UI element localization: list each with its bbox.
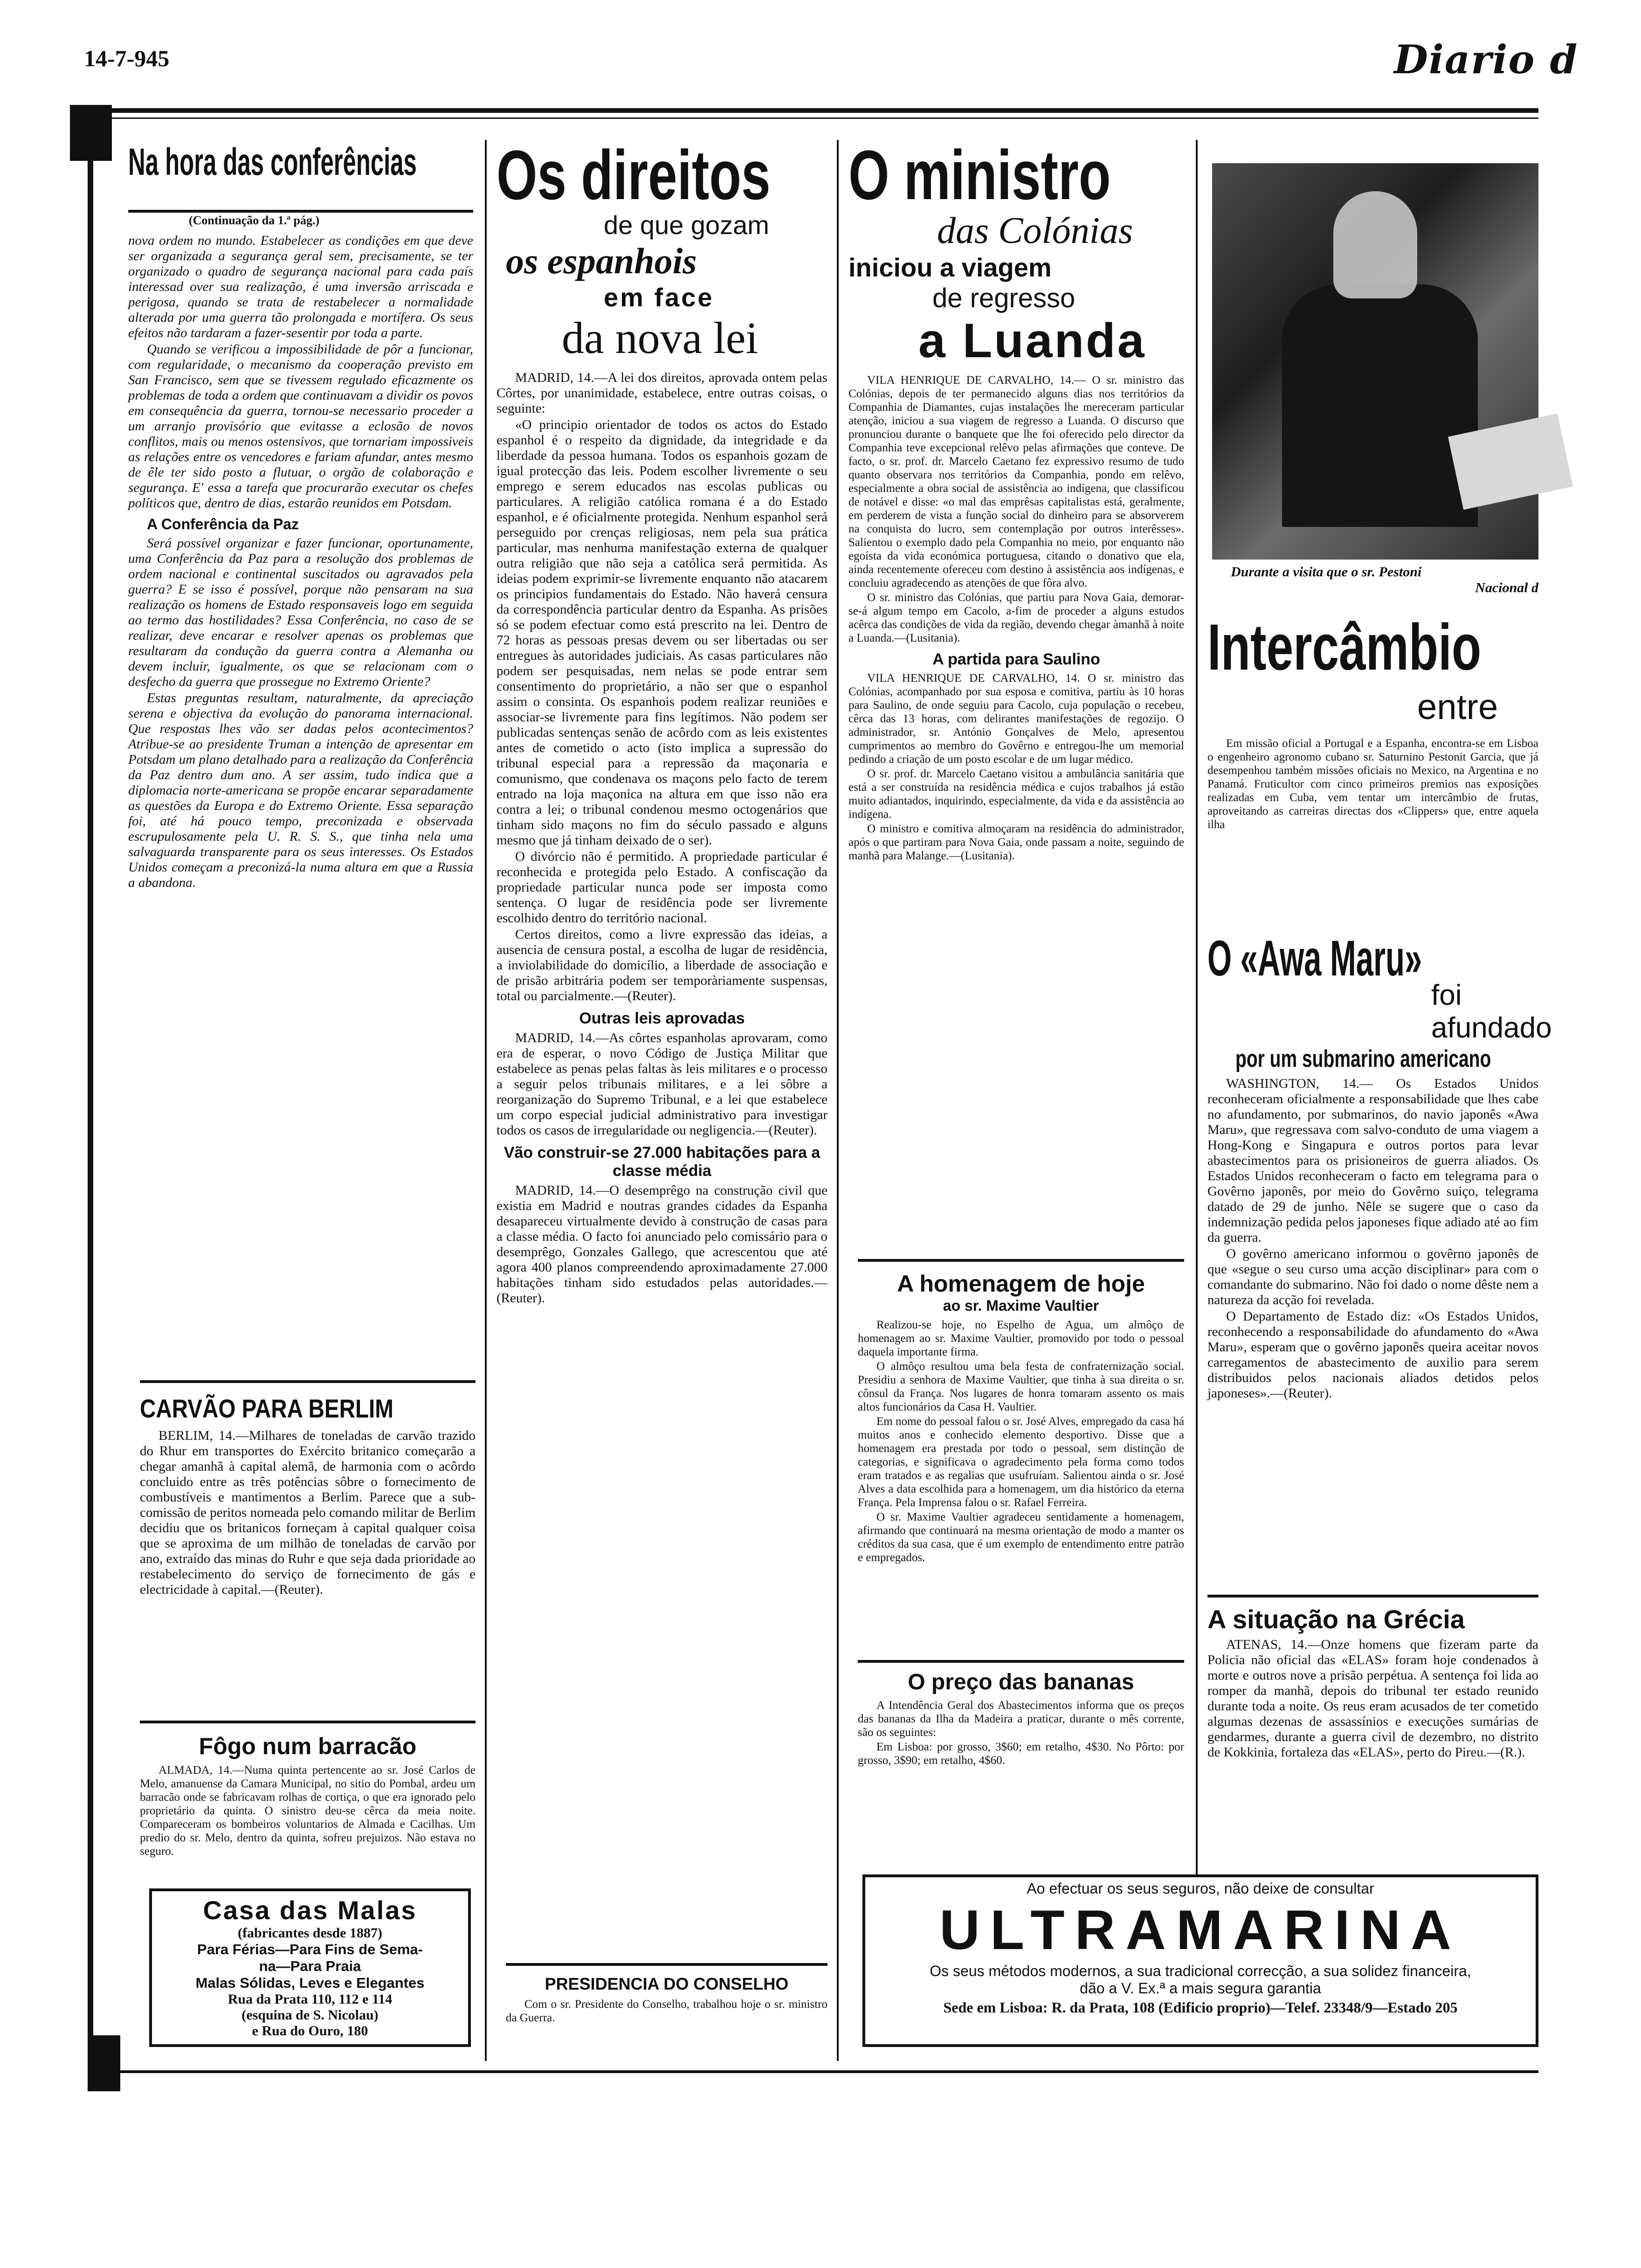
paragraph: MADRID, 14.—O desemprêgo na construção civil que existia em Madrid e noutras grandes cidades da Espanha desapareceu virtualmente devido à construção de casas para a classe média. O facto foi anunciado pelo comissário para o desemprêgo, Gonzales Gallego, que acrescentou que até agora 400 planos compreendendo aproximadamente 27.000 habitações tinham sido estudados pelas autoridades.—(Reuter). [496,1183,827,1306]
article-body [1207,1076,1538,1401]
headline: em face [604,283,714,312]
paragraph: VILA HENRIQUE DE CARVALHO, 14.— O sr. ministro das Colónias, depois de ter permanecido alguns dias nos territórios da Companhia de Diamantes, cujas instalações lhe mereceram particular atenção, iniciou a sua viagem de regresso a Luanda. O discurso que pronunciou durante o banquete que lhe foi oferecido pelo director da Companhia teve excepcional relêvo pelas afirmações que conteve. De facto, o sr. prof. dr. Marcelo Caetano fez expressivo resumo de tudo quanto observara nos territórios da Companhia, pondo em relêvo, especialmente a obra social de assistência ao indígena, que classificou de notável e disse: «o mal das emprêsas capitalistas está, geralmente, em perderem de vista a função social do dinheiro para se absorverem na conquista do lucro, sem contemplação por outros interêsses». Salientou o exemplo dado pela Companhia no meio, por enquanto não egoísta da vida económica portuguesa, citando o donativo que ela, ainda recentemente ofereceu com destino à assistência aos indígenas, e concluiu agradecendo as atenções de que fôra alvo. [848,374,1184,589]
article-body [848,373,1184,863]
caption-line: Nacional d [1475,580,1538,595]
paragraph: O Departamento de Estado diz: «Os Estados Unidos, reconhecendo a responsabilidade do afundamento do «Awa Maru», esperam que o govêrno japonês queira aceitar novos carregamentos de abastecimento de auxilio para serem distribuidos pelos nacionais aliados detidos pelos japoneses».—(Reuter). [1207,1309,1538,1401]
article-title: Fôgo num barracão [199,1733,417,1759]
article-grecia [1207,1595,1538,1870]
ad-line: Malas Sólidas, Leves e Elegantes [195,1975,425,1991]
article-homenagem [858,1259,1184,1655]
ad-brand: Casa das Malas [203,1895,417,1925]
column-conferencias [128,140,473,1422]
article-body [140,1428,476,1597]
subheading: Vão construir-se 27.000 habitações para a classe média [503,1144,820,1180]
column-rule [485,140,487,2061]
article-title: A situação na Grécia [1207,1604,1465,1634]
margin-block-bottom [88,2035,120,2091]
article-bananas [858,1660,1184,1856]
paragraph: Será possível organizar e fazer funcionar, oportunamente, uma Conferência da Paz para a resolução dos problemas de ordem nacional e continental suscitados ou agravados pela guerra? E se isso é possível, porque não pensaram na sua realização os homens de Estado responsaveis logo em seguida ao termo das hostilidades? Essa Conferência, no caso de se realizar, deve encarar e resolver apenas os problemas que resultaram da condução da guerra contra a Alemanha ou devem incluir, igualmente, os que se relacionam com o desfecho da guerra que prossegue no Extremo Oriente? [128,536,473,689]
headline: de regresso [932,283,1076,313]
paragraph: O sr. Maxime Vaultier agradeceu sentidamente a homenagem, afirmando que continuará na mesma orientação de modo a manter os créditos da sua casa, que é um exemplo de entendimento entre patrão e empregados. [858,1511,1184,1564]
article-body [1207,1637,1538,1760]
paragraph: A Intendência Geral dos Abastecimentos informa que os preços das bananas da Ilha da Madeira a praticar, durante o mês corrente, são os seguintes: [858,1699,1184,1739]
article-title: Na hora das conferências [128,141,417,183]
margin-line [88,161,93,2049]
margin-block-top [70,105,112,161]
headline: Os direitos [496,136,771,214]
paragraph: Em nome do pessoal falou o sr. José Alves, empregado da casa há muitos anos e conhecido elemento desportivo. Disse que a homenagem era prestada por todo o pessoal, sem distinção de categorias, e significava o agradecimento pela forma como todos eram tratados e as regalias que usufruíam. Salientou ainda o sr. José Alves a data escolhida para a homenagem, um dia histórico da eterna França. Pela Imprensa falou o sr. Rafael Ferreira. [858,1415,1184,1509]
paragraph: O sr. ministro das Colónias, que partiu para Nova Gaia, demorar-se-á algum tempo em Cacolo, a-fim de proceder a alguns estudos acêrca das condições de vida da região, devendo chegar àmanhã à noite a Luanda.—(Lusitania). [848,591,1184,644]
ad-line: (fabricantes desde 1887) [238,1925,382,1941]
column-ministro [848,135,1184,1217]
article-awa-maru [1207,928,1552,1585]
photo-caption [1231,564,1538,596]
ad-line: dão a V. Ex.ª a mais segura garantia [1080,1980,1321,1997]
headline: entre [1417,687,1498,727]
paragraph: O govêrno americano informou o govêrno japonês de que «segue o seu curso uma acção disciplinar» para com o comandante do submarino. Não foi dado o nome dêste nem a natureza da acção foi revelada. [1207,1246,1538,1307]
masthead: Diario d [1394,36,1579,83]
paragraph: Com o sr. Presidente do Conselho, trabalhou hoje o sr. ministro da Guerra. [506,1998,827,2024]
headline: iniciou a viagem [848,253,1052,282]
ad-line: Ao efectuar os seus seguros, não deixe de consultar [1027,1880,1374,1897]
subheading: A Conferência da Paz [147,516,299,532]
ad-line: Os seus métodos modernos, a sua tradicional correcção, a sua solidez financeira, [930,1963,1471,1979]
column-direitos [496,135,827,2061]
article-intercambio [1207,606,1538,923]
paragraph: «O principio orientador de todos os actos do Estado espanhol é o respeito da dignidade, da integridade e da liberdade da pessoa humana. Todos os espanhois gozam de igual protecção das leis. Podem escolher livremente o seu emprego e serem educados nas escolas publicas ou particulares. A religião católica romana é a do Estado espanhol, e é oficialmente protegida. Nenhum espanhol será perseguido por crenças religiosas, nem pela sua prática particular, mas nenhuma manifestação externa de qualquer outra religião que não seja a católica será permitida. As ideias podem exprimir-se livremente enquanto não atacarem os principios fundamentais do Estado. Não haverá censura da correspondência particular dentro da Espanha. As prisões só se podem efectuar como está prescrito na lei. Dentro de 72 horas as pessoas presas devem ou ser libertadas ou ser entregues às autoridades judiciais. As casas particulares não podem ser pesquisadas, nem nelas se pode entrar sem consentimento do proprietário, a não ser que o espanhol assim o consinta. Os espanhois podem realizar reuniões e associar-se livremente para fins legítimos. Não podem ser publicadas sentenças senão de acôrdo com as leis existentes antes de cometido o acto (isto implica a supressão do tribunal especial para a repressão da maçonaria e comunismo, que condenava os maçons pelo facto de terem entrado na loja maçonica na altura em que isso não era contra a lei; o tribunal condenou mesmo octogenários que tinham sido maçons no fim do século passado e alguns mesmo que já tinham deixado de o ser). [496,417,827,848]
paragraph: ATENAS, 14.—Onze homens que fizeram parte da Policia não oficial das «ELAS» foram hoje condenados à morte e outros nove a prisão perpétua. A sentença foi lida ao romper da manhã, depois do tribunal ter estado reunido durante toda a noite. Os reus eram acusados de ter cometido algumas dezenas de assassínios e execuções sumárias de gendarmes, durante a guerra civil de dezembro, no distrito de Kokkinia, fortaleza das «ELAS», perto do Pireu.—(R.). [1207,1637,1538,1760]
article-carvao [140,1380,476,1716]
headline: por um submarino americano [1235,1045,1491,1072]
paragraph: Realizou-se hoje, no Espelho de Agua, um almôço de homenagem ao sr. Maxime Vaultier, promovido por todo o pessoal daquela importante firma. [858,1319,1184,1358]
ad-line: Rua da Prata 110, 112 e 114 [228,1991,393,2007]
paragraph: WASHINGTON, 14.— Os Estados Unidos reconheceram oficialmente a responsabilidade que lhes cabe no afundamento, por submarinos, do navio japonês «Awa Maru», que regressava com salvo-conduto de uma viagem a Hong-Kong e Singapura e outros portos para levar abastecimentos para os prisioneiros de guerra aliados. Os Estados Unidos reconheceram o facto em telegrama para o Govêrno japonês, por meio do Govêrno suiço, telegrama datado de 29 de junho. Nêle se sugere que o caso da indemnização pedida pelos japoneses fique adiado até ao fim da guerra. [1207,1076,1538,1245]
column-rule [837,140,839,2061]
continuation-note: (Continuação da 1.ª pág.) [189,214,320,227]
article-body [496,370,827,1306]
paragraph: O divórcio não é permitido. A propriedade particular é reconhecida e protegida pelo Estado. A confiscação da propriedade particular nunca pode ser imposta como sentença. O lugar de residência pode ser livremente escolhido dentro do território nacional. [496,849,827,926]
article-body [128,233,473,892]
article-title: O preço das bananas [908,1670,1134,1694]
caption-line: Durante a visita que o sr. Pestoni [1231,564,1422,580]
paragraph: O sr. prof. dr. Marcelo Caetano visitou a ambulância sanitária que está a ser construída na residência médica e cujos trabalhos já estão muito adiantados, inquirindo, especialmente, da vida e da assistência ao indígena. [848,768,1184,821]
column-rule [1196,140,1198,1874]
paragraph: Em missão oficial a Portugal e a Espanha, encontra-se em Lisboa o engenheiro agronomo cubano sr. Saturnino Pestonit Garcia, que já desempenhou também missões oficiais no Mexico, na Argentina e no Panamá. Fruticultor com cinco primeiros premios nas exposições realizadas em Cuba, vem tentar um intercâmbio de frutas, aproveitando as carreiras directas dos «Clippers» que, entre aquela ilha [1207,737,1538,831]
headline: a Luanda [918,314,1146,368]
article-title: A homenagem de hoje [897,1271,1145,1297]
paragraph: O almôço resultou uma bela festa de confraternização social. Presidiu a senhora de Maxime Vaultier, que tinha à sua direita o sr. cônsul da França. Nos lugares de honra tomaram assento os mais altos funcionários da Casa H. Vaultier. [858,1360,1184,1413]
article-body [858,1699,1184,1767]
paragraph: MADRID, 14.—As côrtes espanholas aprovaram, como era de esperar, o novo Código de Justiça Militar que estabelece as penas pelas faltas às leis militares e o processo a seguir pelos tribunais militares, e a lei sôbre a reorganização do Supremo Tribunal, e a lei que estabelece um corpo especial judicial administrativo para investigar todos os casos de irregularidade ou negligencia.—(Reuter). [496,1030,827,1138]
headline: os espanhois [506,241,697,281]
paragraph: VILA HENRIQUE DE CARVALHO, 14. O sr. ministro das Colónias, acompanhado por sua esposa e comitiva, partiu às 10 horas para Saulino, de onde seguiu para Cacolo, cuja população o recebeu, cêrca das 13 horas, com delirantes manifestações de regozijo. O administrador, sr. António Gonçalves de Melo, apresentou cumprimentos ao membro do Govêrno e entregou-lhe um memorial pedindo a criação de um posto escolar e de um lugar médico. [848,672,1184,766]
subheading: Outras leis aprovadas [579,1010,745,1027]
paragraph: ALMADA, 14.—Numa quinta pertencente ao sr. José Carlos de Melo, amanuense da Camara Municipal, no sitio do Pombal, ardeu um barracão onde se fabricavam rolhas de cortiça, o que era ignorado pelo proprietário da quinta. O sinistro deu-se cêrca da meia noite. Compareceram os bombeiros voluntarios de Almada e Cacilhas. Um predio do sr. Melo, dentro da quinta, sofreu prejuizos. Não estava no seguro. [140,1764,476,1858]
subheading: A partida para Saulino [932,650,1100,668]
headline: de que gozam [604,210,769,240]
ad-line: (esquina de S. Nicolau) [241,2007,379,2023]
paragraph: nova ordem no mundo. Estabelecer as condições em que deve ser organizada a segurança geral sem, precisamente, se ter organizado o quadro de segurança nacional para cada país interessad over sua realização, é uma inversão arriscada e perigosa, quando se trata de restabelecer a normalidade alterada por uma guerra tão prolongada e mortífera. Os seus efeitos não tardaram a fazer-sesentir por toda a parte. [128,233,473,340]
paragraph: BERLIM, 14.—Milhares de toneladas de carvão trazido do Rhur em transportes do Exército britanico começarão a chegar amanhã à capital alemã, de harmonia com o acôrdo concluido entre as três potências sôbre o fornecimento de combustíveis e mantimentos a Berlim. Parece que a sub-comissão de peritos nomeada pelo comando militar de Berlim decidiu que os britanicos forneçam à capital qualquer coisa que se aproxima de um milhão de toneladas de carvão por ano, extraído das minas do Ruhr e que seja dada prioridade ao restabelecimento do serviço de fornecimento de gás e electricidade à capital.—(Reuter). [140,1428,476,1597]
headline: O «Awa Maru» [1207,930,1422,986]
paragraph: Quando se verificou a impossibilidade de pôr a funcionar, com regularidade, o mecanismo da cooperação previsto em San Francisco, sem que se tivessem regulado eficazmente os problemas de toda a ordem que continuavam a dividir os povos em consequência da guerra, tornou-se necessario proceder a um arranjo provisório que evitasse a eclosão de novos conflitos, mais ou menos ostensivos, que tornariam impossiveis as relações entre os vencedores e fariam afundar, antes mesmo de êle ter sido posto a flutuar, o orgão de colaboração e segurança. E' essa a tarefa que procurarão executar os chefes políticos que, dentro de dias, estarão reunidos em Potsdam. [128,342,473,511]
headline: Intercâmbio [1207,610,1482,684]
paragraph: Em Lisboa: por grosso, 3$60; em retalho, 4$30. No Pôrto: por grosso, 3$90; em retalho, 4$60. [858,1741,1184,1767]
article-body [506,1998,827,2025]
ad-ultramarina [862,1874,1538,2047]
headline: das Colónias [937,210,1133,251]
ad-line: Sede em Lisboa: R. da Prata, 108 (Edificio proprio)—Telef. 23348/9—Estado 205 [943,1999,1458,2016]
title-rule [128,210,473,213]
article-title: PRESIDENCIA DO CONSELHO [545,1974,789,1993]
paragraph: MADRID, 14.—A lei dos direitos, aprovada ontem pelas Côrtes, por unanimidade, estabelece, entre outras coisas, o seguinte: [496,370,827,416]
article-body [858,1318,1184,1564]
article-body [1207,737,1538,831]
ad-brand: ULTRAMARINA [939,1899,1462,1961]
paragraph: Estas preguntas resultam, naturalmente, da apreciação serena e objectiva da evolução do panorama internacional. Que respostas lhes vão ser dadas pelos acontecimentos? Atribue-se ao presidente Truman a intenção de apresentar em Potsdam um plano detalhado para a realização da Conferência da Paz dentro dum ano. A ser assim, tudo indica que a diplomacia norte-americana se propõe encarar separadamente as questões da Europa e do Extremo Oriente. Essa separação foi, até há pouco tempo, preconizada e observada escrupulosamente pela U. R. S. S., que tinha nela uma salvaguarda transparente para os seus interesses. Os Estados Unidos começam a preconizá-la numa altura em que a Russia a abandona. [128,691,473,890]
headline: foi afundado [1431,979,1552,1044]
news-photo [1212,163,1538,560]
paragraph: Certos direitos, como a livre expressão das ideias, a ausencia de censura postal, a escolha de lugar de residência, a inviolabilidade do domicílio, a liberdade de associação e de prisão arbitrária podem ser temporàriamente suspensas, total ou parcialmente.—(Reuter). [496,927,827,1003]
footer-rule [117,2070,1538,2073]
ad-line: na—Para Praia [259,1958,361,1974]
article-presidencia [506,1963,827,2026]
paragraph: O ministro e comitiva almoçaram na residência do administrador, após o que partiram para Nova Gaia, onde passam a noite, seguindo de manhã para Malange.—(Lusitania). [848,823,1184,862]
ad-line: e Rua do Ouro, 180 [252,2023,368,2039]
headline: da nova lei [562,313,758,363]
headline: O ministro [848,136,1111,214]
ad-line: Para Férias—Para Fins de Sema- [197,1941,423,1957]
edition-date: 14-7-945 [84,45,170,71]
article-body [140,1763,476,1858]
article-fogo [140,1721,476,1888]
article-title: CARVÃO PARA BERLIM [140,1394,393,1423]
header-rule [84,108,1538,113]
ad-casa-das-malas [149,1888,471,2047]
header-rule-thin [84,118,1538,119]
article-subtitle: ao sr. Maxime Vaultier [943,1297,1099,1314]
